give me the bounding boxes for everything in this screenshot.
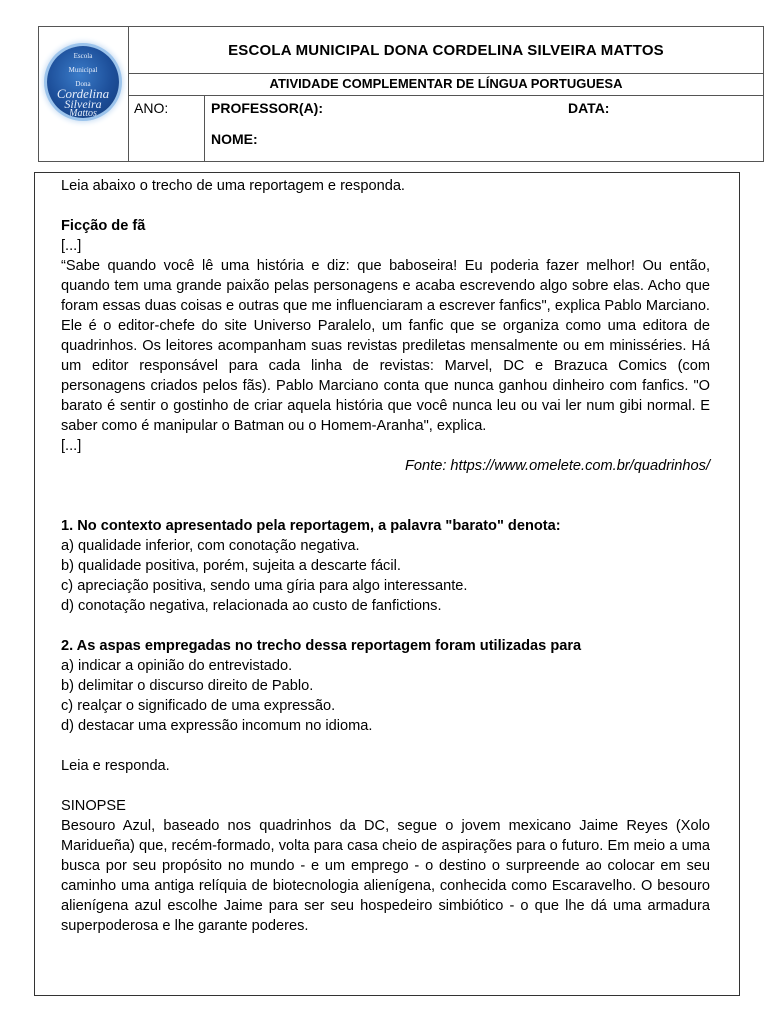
ellipsis-end: [...] (61, 438, 82, 454)
content-box (34, 172, 740, 996)
header-table (38, 26, 764, 162)
q2-option-b: b) delimitar o discurso direito de Pablo. (61, 678, 314, 694)
sinopse-text: Besouro Azul, baseado nos quadrinhos da DC, segue o jovem mexicano Jaime Reyes (Xolo Maridueña) que, recém-formado, volta para casa cheio de aspirações para o futuro. Em meio a uma busca por seu propósito no mundo - e um emprego - o destino o surpreende ao colocar em seu caminho uma antiga relíquia de biotecnologia alienígena, conhecida como Escaravelho. O besouro alienígena azul escolhe Jaime para ser seu hospedeiro simbiótico - o que lhe dá uma armadura superpoderosa e lhe garante poderes. (61, 818, 710, 934)
activity-title: ATIVIDADE COMPLEMENTAR DE LÍNGUA PORTUGUESA (129, 74, 763, 96)
article-title: Ficção de fã (61, 218, 146, 234)
logo-line: Dona (75, 80, 91, 88)
question-1: 1. No contexto apresentado pela reportagem, a palavra "barato" denota: (61, 518, 561, 534)
source-citation: Fonte: https://www.omelete.com.br/quadrinhos/ (405, 458, 710, 474)
logo-cell (39, 27, 129, 161)
logo-line: Silveira (64, 97, 102, 111)
read-instruction: Leia e responda. (61, 758, 170, 774)
content-text (61, 176, 710, 936)
q1-option-c: c) apreciação positiva, sendo uma gíria para algo interessante. (61, 578, 468, 594)
logo-line: Mattos (69, 108, 97, 118)
logo-line: Cordelina (56, 86, 110, 101)
q1-option-d: d) conotação negativa, relacionada ao custo de fanfictions. (61, 598, 442, 614)
q1-option-b: b) qualidade positiva, porém, sujeita a descarte fácil. (61, 558, 401, 574)
logo-line: Escola (73, 52, 93, 60)
ellipsis: [...] (61, 238, 82, 254)
q2-option-d: d) destacar uma expressão incomum no idioma. (61, 718, 373, 734)
school-logo (47, 46, 119, 118)
intro-text: Leia abaixo o trecho de uma reportagem e responda. (61, 178, 405, 194)
ano-label: ANO: (134, 100, 169, 116)
q1-option-a: a) qualidade inferior, com conotação negativa. (61, 538, 360, 554)
article-text: “Sabe quando você lê uma história e diz: que baboseira! Eu poderia fazer melhor! Ou então, quando tem uma grande paixão pelas personagens e acaba escrevendo algo sobre elas. Acho que foram essas duas coisas e outras que me influenciaram a escrever fanfics", explica Pablo Marciano. Ele é o editor-chefe do site Universo Paralelo, um fanfic que se organiza como uma editora de quadrinhos. Os leitores acompanham suas revistas prediletas mensalmente ou em minisséries. Há um editor responsável para cada linha de revistas: Marvel, DC e Brazuca Comics (com personagens criados pelos fãs). Pablo Marciano conta que nunca ganhou dinheiro com fanfics. "O barato é sentir o gostinho de criar aquela história que você nunca leu ou vai ler num gibi normal. E saber como é manipular o Batman ou o Homem-Aranha", explica. (61, 258, 710, 434)
q2-option-a: a) indicar a opinião do entrevistado. (61, 658, 293, 674)
sinopse-title: SINOPSE (61, 798, 126, 814)
name-label: NOME: (211, 131, 258, 147)
q2-option-c: c) realçar o significado de uma expressão. (61, 698, 336, 714)
school-name: ESCOLA MUNICIPAL DONA CORDELINA SILVEIRA MATTOS (129, 27, 763, 74)
question-2: 2. As aspas empregadas no trecho dessa reportagem foram utilizadas para (61, 638, 582, 654)
ano-field[interactable] (129, 96, 205, 161)
logo-line: Municipal (68, 66, 98, 74)
professor-label: PROFESSOR(A): (211, 100, 323, 116)
date-label: DATA: (568, 100, 610, 116)
